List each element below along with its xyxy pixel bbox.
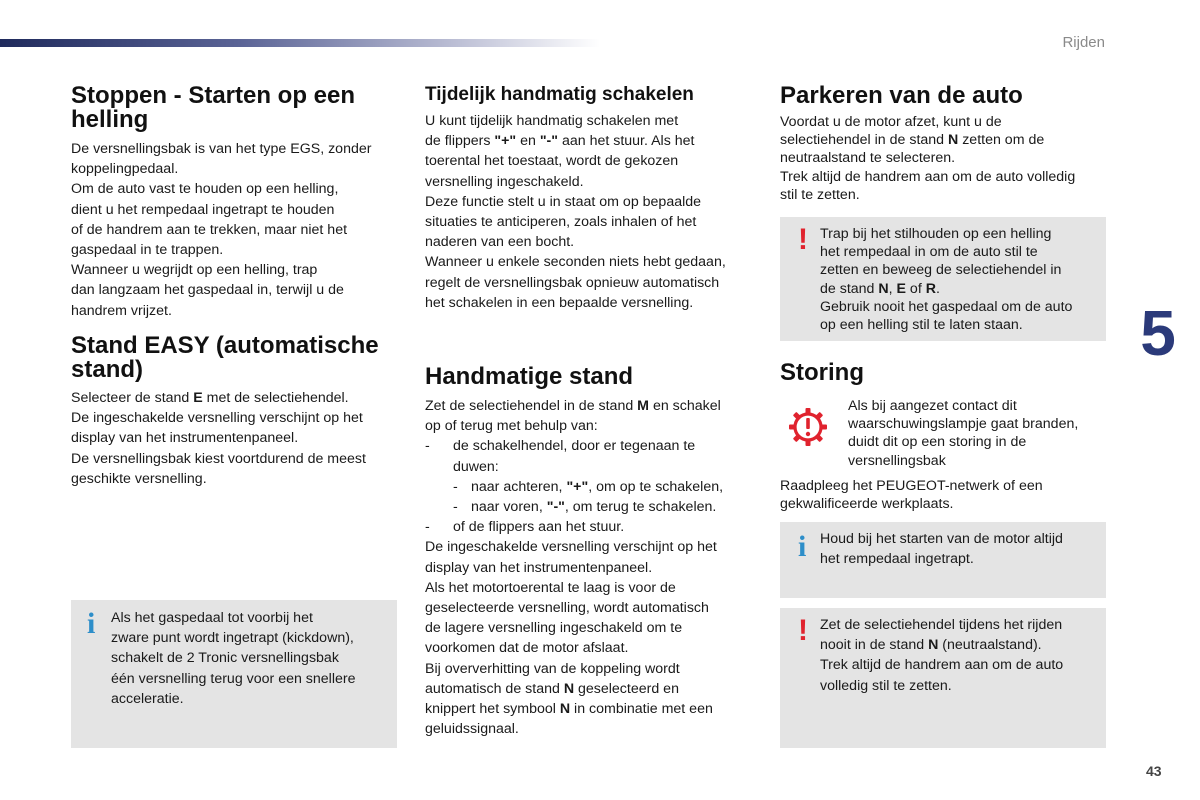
text-bold: E bbox=[896, 280, 906, 297]
text-bold: "-" bbox=[539, 133, 559, 150]
paragraph-motortoerental bbox=[425, 537, 765, 739]
text-line: op of terug met behulp van: bbox=[425, 418, 598, 435]
text-span: . bbox=[935, 280, 940, 297]
text-line: de lagere versnelling ingeschakeld om te bbox=[425, 620, 683, 637]
list-item bbox=[425, 517, 765, 537]
parkeren-text bbox=[780, 113, 1110, 204]
text-span: met de selectiehendel. bbox=[202, 390, 349, 406]
text-line: het schakelen in een bepaalde versnelling. bbox=[425, 294, 694, 311]
header-gradient-bar bbox=[0, 39, 600, 47]
text-span: en bbox=[516, 133, 540, 150]
warning-note-rijden bbox=[780, 608, 1106, 748]
list-item-text bbox=[471, 477, 723, 497]
text-line: zware punt wordt ingetrapt (kickdown), bbox=[111, 630, 354, 647]
text-line: Trek altijd de handrem aan om de auto volledig bbox=[780, 168, 1076, 185]
text-line: het rempedaal in om de auto stil te bbox=[820, 244, 1038, 261]
text-line: Houd bij het starten van de motor altijd bbox=[820, 531, 1063, 547]
text-line: versnelling ingeschakeld. bbox=[425, 173, 584, 190]
text-span: , bbox=[888, 280, 897, 297]
warning-icon: ! bbox=[798, 614, 808, 647]
text-span: knippert het symbool bbox=[425, 701, 560, 718]
paragraph-easy bbox=[71, 388, 406, 489]
heading-stand-easy: Stand EASY (automatische stand) bbox=[71, 332, 379, 383]
text-bold: "+" bbox=[494, 133, 517, 150]
text-line: Trap bij het stilhouden op een helling bbox=[820, 226, 1052, 242]
text-bold: N bbox=[563, 680, 575, 697]
list-item-text: of de flippers aan het stuur. bbox=[453, 519, 625, 536]
text-bold: N bbox=[928, 637, 939, 654]
text-span: , om terug te schakelen. bbox=[564, 499, 717, 516]
text-line: Als het motortoerental te laag is voor de bbox=[425, 579, 676, 596]
column-3 bbox=[780, 84, 1110, 108]
text-line: toerental het toestaat, wordt de gekozen bbox=[425, 153, 679, 170]
text-bold: "+" bbox=[566, 478, 589, 495]
text-line: het rempedaal ingetrapt. bbox=[820, 551, 974, 568]
text-bold: E bbox=[193, 390, 203, 406]
info-note-text bbox=[111, 608, 391, 709]
text-line: geselecteerde versnelling, wordt automatisch bbox=[425, 600, 709, 617]
text-span: naar achteren, bbox=[471, 478, 567, 495]
warning-note-helling bbox=[780, 217, 1106, 341]
text-line: Deze functie stelt u in staat om op bepaalde bbox=[425, 193, 702, 210]
info-note-kickdown bbox=[71, 600, 397, 748]
column-2 bbox=[425, 84, 765, 106]
text-span: en schakel bbox=[649, 398, 721, 414]
raadpleeg-text bbox=[780, 477, 1110, 513]
text-span: , om op te schakelen, bbox=[588, 478, 724, 495]
text-line: één versnelling terug voor een snellere bbox=[111, 670, 356, 687]
text-line: Als bij aangezet contact dit bbox=[848, 398, 1017, 414]
text-span: de flippers bbox=[425, 133, 495, 150]
list-item bbox=[425, 436, 765, 476]
text-bold: N bbox=[878, 280, 889, 297]
info-icon: i bbox=[798, 530, 807, 563]
text-line: Bij oververhitting van de koppeling wordt bbox=[425, 660, 680, 677]
paragraph-handmatige bbox=[425, 396, 765, 436]
warning-icon: ! bbox=[798, 223, 808, 256]
text-line: De ingeschakelde versnelling verschijnt op het bbox=[71, 410, 363, 427]
section-label: Rijden bbox=[1062, 34, 1105, 51]
text-line: of de handrem aan te trekken, maar niet het bbox=[71, 221, 348, 238]
text-line: situaties te anticiperen, zoals inhalen of het bbox=[425, 214, 697, 231]
text-line: De versnellingsbak is van het type EGS, zonder bbox=[71, 141, 372, 157]
text-line: Voordat u de motor afzet, kunt u de bbox=[780, 114, 1002, 130]
storing-fault-text bbox=[848, 397, 1108, 470]
page-number: 43 bbox=[1146, 763, 1162, 779]
text-bold: N bbox=[559, 701, 571, 718]
bullet-dash: - bbox=[425, 519, 430, 536]
text-span: Selecteer de stand bbox=[71, 390, 194, 406]
text-line: dient u het rempedaal ingetrapt te houden bbox=[71, 201, 335, 218]
easy-text bbox=[71, 388, 406, 489]
heading-parkeren: Parkeren van de auto bbox=[780, 82, 1023, 109]
text-span: Zet de selectiehendel in de stand bbox=[425, 398, 638, 414]
text-span: in combinatie met een bbox=[570, 701, 713, 718]
text-line: geschikte versnelling. bbox=[71, 470, 207, 487]
text-line: handrem vrijzet. bbox=[71, 302, 172, 319]
text-line: Gebruik nooit het gaspedaal om de auto bbox=[820, 298, 1073, 315]
text-span: nooit in de stand bbox=[820, 637, 929, 654]
text-line: De versnellingsbak kiest voortdurend de meest bbox=[71, 450, 366, 467]
text-line: duidt dit op een storing in de bbox=[848, 434, 1027, 451]
text-line: duwen: bbox=[453, 458, 499, 475]
list-item-text bbox=[453, 436, 695, 476]
sub-list-item bbox=[425, 477, 765, 497]
text-bold: R bbox=[925, 280, 936, 297]
handmatige-section bbox=[425, 365, 765, 389]
text-line: neutraalstand te selecteren. bbox=[780, 150, 956, 167]
text-line: Wanneer u enkele seconden niets hebt gedaan, bbox=[425, 254, 726, 271]
bullet-dash: - bbox=[453, 499, 458, 516]
text-span: selectiehendel in de stand bbox=[780, 132, 949, 149]
text-line: Als het gaspedaal tot voorbij het bbox=[111, 610, 313, 626]
bullet-dash: - bbox=[425, 438, 430, 455]
paragraph-parkeren bbox=[780, 113, 1110, 204]
text-line: waarschuwingslampje gaat branden, bbox=[848, 416, 1079, 433]
text-line: Om de auto vast te houden op een helling, bbox=[71, 181, 339, 198]
heading-stoppen-starten: Stoppen - Starten op een helling bbox=[71, 82, 356, 133]
paragraph-storing bbox=[848, 397, 1108, 470]
warning-note-text bbox=[820, 615, 1102, 696]
paragraph-raadpleeg bbox=[780, 477, 1110, 513]
text-line: op een helling stil te laten staan. bbox=[820, 317, 1023, 334]
text-bold: "-" bbox=[546, 499, 565, 516]
storing-section bbox=[780, 361, 1110, 385]
handmatige-text bbox=[425, 396, 765, 739]
text-line: naderen van een bocht. bbox=[425, 234, 575, 251]
paragraph-helling bbox=[71, 139, 406, 321]
text-line: versnellingsbak bbox=[848, 452, 946, 469]
text-line: De ingeschakelde versnelling verschijnt op het bbox=[425, 539, 717, 556]
text-span: de stand bbox=[820, 280, 879, 297]
info-note-rempedaal bbox=[780, 522, 1106, 598]
column-1 bbox=[71, 84, 401, 132]
heading-handmatige-stand: Handmatige stand bbox=[425, 363, 634, 390]
text-line: gaspedaal in te trappen. bbox=[71, 242, 224, 259]
tijdelijk-text bbox=[425, 111, 765, 313]
text-line: stil te zetten. bbox=[780, 186, 860, 203]
easy-section bbox=[71, 334, 401, 382]
text-line: koppelingpedaal. bbox=[71, 161, 179, 178]
text-line: regelt de versnellingsbak opnieuw automatisch bbox=[425, 274, 720, 291]
text-span: naar voren, bbox=[471, 499, 547, 516]
text-line: display van het instrumentenpaneel. bbox=[71, 430, 299, 447]
column-1-text bbox=[71, 139, 406, 321]
bullet-dash: - bbox=[453, 478, 458, 495]
text-line: acceleratie. bbox=[111, 690, 184, 707]
gearbox-warning-icon bbox=[787, 406, 829, 448]
text-line: Raadpleeg het PEUGEOT-netwerk of een bbox=[780, 478, 1043, 494]
chapter-number: 5 bbox=[1140, 297, 1176, 369]
text-span: automatisch de stand bbox=[425, 680, 564, 697]
text-line: Zet de selectiehendel tijdens het rijden bbox=[820, 617, 1063, 633]
text-line: Wanneer u wegrijdt op een helling, trap bbox=[71, 262, 318, 279]
text-line: U kunt tijdelijk handmatig schakelen met bbox=[425, 113, 679, 129]
text-line: voorkomen dat de motor afslaat. bbox=[425, 640, 629, 657]
text-span: aan het stuur. Als het bbox=[558, 133, 695, 150]
text-line: schakelt de 2 Tronic versnellingsbak bbox=[111, 650, 339, 667]
text-line: gekwalificeerde werkplaats. bbox=[780, 496, 954, 513]
warning-note-text bbox=[820, 225, 1102, 334]
text-span: geselecteerd en bbox=[574, 680, 679, 697]
text-span: of bbox=[905, 280, 926, 297]
text-bold: M bbox=[637, 398, 649, 414]
text-line: display van het instrumentenpaneel. bbox=[425, 559, 653, 576]
text-line: volledig stil te zetten. bbox=[820, 677, 952, 694]
text-span: (neutraalstand). bbox=[938, 637, 1042, 654]
info-icon: i bbox=[87, 607, 96, 640]
heading-storing: Storing bbox=[780, 359, 864, 386]
sub-list-item bbox=[425, 497, 765, 517]
text-bold: N bbox=[948, 132, 959, 149]
text-line: zetten en beweeg de selectiehendel in bbox=[820, 262, 1062, 279]
info-note-text bbox=[820, 529, 1102, 569]
heading-tijdelijk: Tijdelijk handmatig schakelen bbox=[425, 84, 694, 105]
text-span: zetten om de bbox=[958, 132, 1045, 149]
paragraph-tijdelijk bbox=[425, 111, 765, 313]
text-line: Trek altijd de handrem aan om de auto bbox=[820, 657, 1064, 674]
bullet-list bbox=[425, 436, 765, 537]
text-line: de schakelhendel, door er tegenaan te bbox=[453, 438, 696, 455]
text-line: geluidssignaal. bbox=[425, 721, 519, 738]
list-item-text bbox=[471, 497, 716, 517]
text-line: dan langzaam het gaspedaal in, terwijl u de bbox=[71, 282, 344, 299]
